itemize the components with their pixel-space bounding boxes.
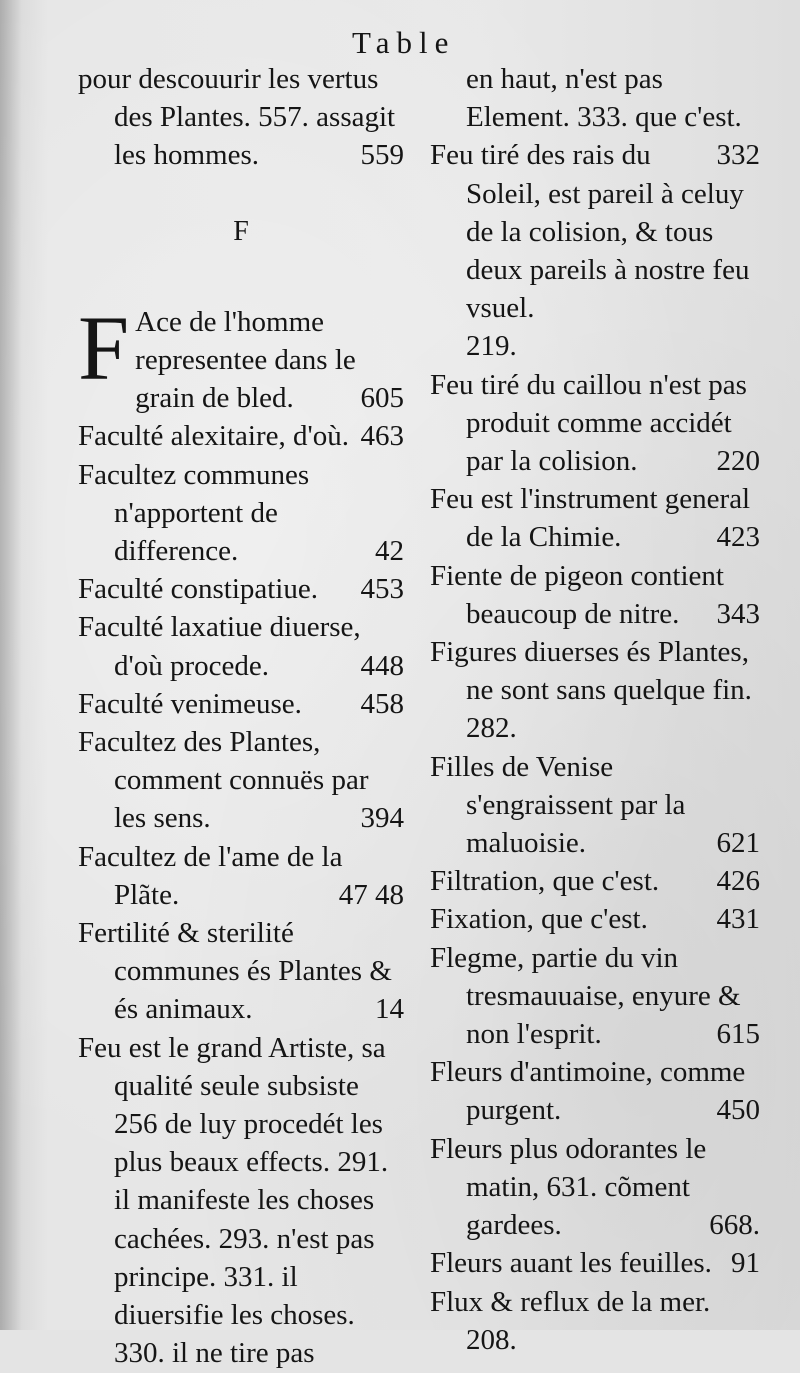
index-entry	[430, 939, 760, 1054]
index-entry	[78, 838, 404, 914]
entry-page: 668.	[709, 1209, 760, 1242]
index-entry	[430, 1053, 760, 1129]
entry-text: Facultez communes n'apportent de difference.	[78, 458, 310, 568]
index-entry	[78, 417, 404, 455]
entry-page: 423	[716, 521, 760, 554]
continuation-entry	[78, 60, 404, 175]
index-entry	[430, 862, 760, 900]
index-entry	[430, 557, 760, 633]
page-edge-shadow	[0, 0, 22, 1330]
entry-text: Feu est l'instrument general de la Chimie.	[430, 483, 751, 554]
entry-text: Facultez de l'ame de la Plãte.	[78, 840, 343, 911]
entry-page: 282.	[466, 712, 517, 745]
entry-text: Fixation, que c'est.	[430, 903, 648, 936]
entry-text: Figures diuerses és Plantes, ne sont sans quelque fin.	[430, 636, 752, 707]
index-entry	[430, 1283, 760, 1359]
entry-page: 208.	[466, 1323, 517, 1356]
entry-page: 450	[716, 1094, 760, 1127]
entry-text: Filtration, que c'est.	[430, 865, 660, 898]
entry-text: Faculté constipatiue.	[78, 573, 318, 606]
entry-text: Feu tiré du caillou n'est pas produit comme accidét par la colision.	[430, 368, 747, 478]
running-header: Table	[352, 25, 456, 60]
entry-page: 615	[716, 1018, 760, 1051]
entry-page: 42	[375, 535, 404, 568]
entry-text: Flegme, partie du vin tresmauuaise, enyure & non l'esprit.	[430, 941, 741, 1051]
index-entry	[430, 366, 760, 481]
entry-text: Facultez des Plantes, comment connuës par les sens.	[78, 726, 369, 835]
index-entry	[78, 456, 404, 571]
entry-page: 91	[731, 1247, 760, 1280]
entry-page: 448	[360, 649, 404, 682]
index-entry	[78, 685, 404, 723]
entry-page: 220	[716, 445, 760, 478]
entry-page: 559	[360, 139, 404, 172]
entry-page: 453	[360, 573, 404, 606]
entry-page: 431	[716, 903, 760, 936]
dropcap-letter: F	[78, 296, 130, 399]
entry-text: Fleurs d'antimoine, comme purgent.	[430, 1056, 746, 1127]
entry-page: 219.	[466, 330, 517, 363]
entry-page: 458	[360, 687, 404, 720]
entry-page: 621	[716, 827, 760, 860]
entry-text: pour descouurir les vertus des Plantes. 557. assagit les hommes.	[78, 63, 396, 172]
index-entry	[430, 136, 760, 365]
left-column	[78, 60, 404, 1373]
entry-text: Fleurs plus odorantes le matin, 631. cõment gardees.	[430, 1132, 707, 1242]
index-entry	[78, 570, 404, 608]
entry-text: Faculté laxatiue diuerse, d'où procede.	[78, 611, 361, 682]
index-entry	[430, 900, 760, 938]
index-entry	[430, 748, 760, 863]
index-entry	[430, 1130, 760, 1245]
index-entry	[78, 608, 404, 684]
entry-page: 47 48	[338, 878, 404, 911]
entry-page: 463	[360, 420, 404, 453]
entry-text: Faculté alexitaire, d'où.	[78, 420, 349, 453]
index-entry	[78, 723, 404, 838]
section-letter: F	[233, 215, 249, 247]
entry-text: Feu est le grand Artiste, sa qualité seule subsiste 256 de luy procedét les plus beaux effects. 291. il manifeste les choses cachées. 293. n'est pas principe. 331. il diuersifie les choses. 330. il ne tire pas	[78, 1031, 389, 1370]
entry-text: en haut, n'est pas Element. 333. que c'est.	[466, 63, 742, 134]
entry-text: Flux & reflux de la mer.	[430, 1285, 711, 1318]
entry-page: 343	[716, 597, 760, 630]
index-entry	[430, 1244, 760, 1282]
entry-text: Fleurs auant les feuilles.	[430, 1247, 712, 1280]
entry-page: 426	[716, 865, 760, 898]
right-column	[430, 60, 760, 1359]
entry-text: Fiente de pigeon contient beaucoup de nitre.	[430, 559, 724, 630]
entry-page: 14	[375, 993, 404, 1026]
first-index-entry	[78, 296, 404, 418]
entry-text: Ace de l'homme representee dans le grain de bled.	[135, 305, 356, 415]
entry-text: Feu tiré des rais du Soleil, est pareil à celuy de la colision, & tous deux pareils à nostre feu vsuel.	[430, 139, 750, 325]
index-entry	[78, 1029, 404, 1373]
continuation-entry	[430, 60, 760, 172]
entry-text: Faculté venimeuse.	[78, 687, 302, 720]
entry-page: 394	[360, 802, 404, 835]
index-entry	[430, 633, 760, 748]
index-entry	[78, 914, 404, 1029]
entry-text: Fertilité & sterilité communes és Plantes & és animaux.	[78, 917, 392, 1026]
entry-page: 332	[716, 139, 760, 172]
index-entry	[430, 480, 760, 556]
entry-text: Filles de Venise s'engraissent par la maluoisie.	[430, 750, 686, 860]
entry-page: 605	[360, 382, 404, 415]
